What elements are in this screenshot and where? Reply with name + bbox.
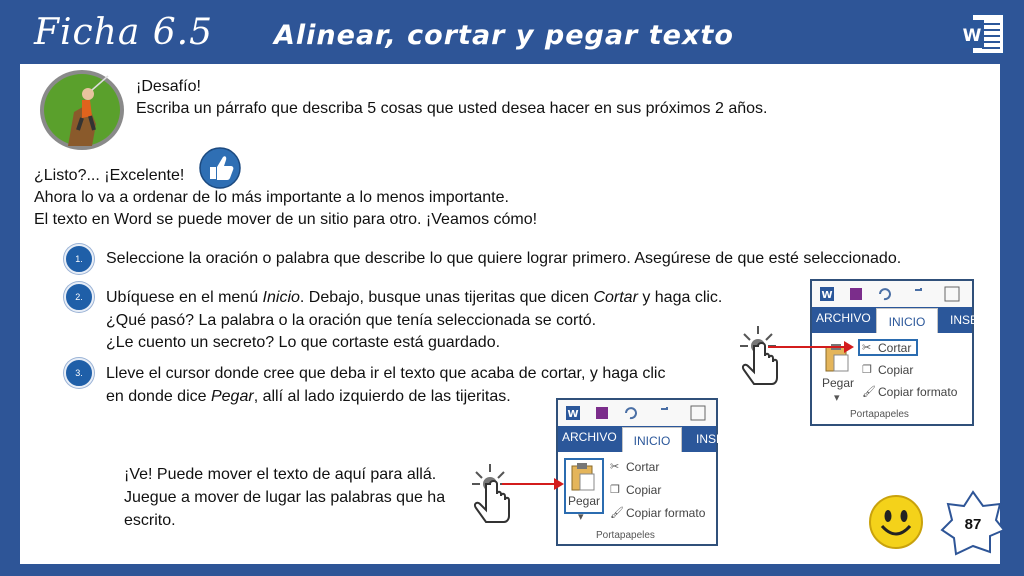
outro-line-2: Juegue a mover de lugar las palabras que ha: [124, 489, 446, 506]
outro-line-1: ¡Ve! Puede mover el texto de aquí para allá.: [124, 466, 437, 483]
tab-insertar[interactable]: INSE: [950, 313, 979, 327]
quick-access-icons: [566, 405, 714, 421]
copiar-button[interactable]: Copiar: [626, 483, 662, 497]
format-painter-icon: 🖌: [862, 386, 876, 398]
pegar-dropdown-icon[interactable]: ▾: [578, 511, 584, 523]
pegar-clipboard-icon: [570, 462, 596, 492]
intro-line-3: El texto en Word se puede mover de un sitio para otro. ¡Veamos cómo!: [34, 211, 538, 228]
copy-icon: ❐: [862, 364, 872, 376]
cortar-button[interactable]: Cortar: [878, 341, 912, 355]
pegar-button[interactable]: Pegar: [568, 494, 601, 508]
group-portapapeles: Portapapeles: [596, 530, 655, 541]
challenge-text: Escriba un párrafo que describa 5 cosas que usted desea hacer en sus próximos 2 años.: [136, 100, 768, 117]
step-1-text: Seleccione la oración o palabra que describe lo que quiere lograr primero. Asegúrese de que esté seleccionado.: [106, 250, 902, 267]
hand-pointer-icon: [738, 322, 782, 390]
step-3-line-1: Lleve el cursor donde cree que deba ir el texto que acaba de cortar, y haga clic: [106, 365, 666, 382]
tab-archivo[interactable]: ARCHIVO: [562, 430, 617, 444]
copiar-button[interactable]: Copiar: [878, 363, 914, 377]
ribbon-screenshot-pegar: [556, 398, 725, 546]
tab-archivo[interactable]: ARCHIVO: [816, 311, 871, 325]
pegar-button[interactable]: Pegar: [822, 376, 855, 390]
group-portapapeles: Portapapeles: [850, 409, 909, 420]
climber-icon: [38, 68, 126, 152]
arrow-to-pegar: [502, 483, 562, 485]
word-logo-icon: [958, 12, 1006, 56]
intro-line-1: ¿Listo?... ¡Excelente!: [34, 167, 185, 184]
outro-line-3: escrito.: [124, 512, 176, 529]
format-painter-icon: 🖌: [610, 507, 624, 519]
scissors-icon: ✂: [862, 342, 872, 354]
challenge-heading: ¡Desafío!: [136, 78, 201, 95]
ribbon-screenshot-cortar: [810, 279, 979, 426]
intro-line-2: Ahora lo va a ordenar de lo más importante a lo menos importante.: [34, 189, 509, 206]
arrow-to-cortar: [768, 346, 852, 348]
step-2-line-3: ¿Le cuento un secreto? Lo que cortaste está guardado.: [106, 334, 501, 351]
cortar-button[interactable]: Cortar: [626, 460, 660, 474]
step-2-badge: 2.: [64, 282, 94, 312]
copy-icon: ❐: [610, 484, 620, 496]
step-2-line-2: ¿Qué pasó? La palabra o la oración que tenía seleccionada se cortó.: [106, 312, 597, 329]
page-number: 87: [964, 516, 982, 533]
copiar-formato-button[interactable]: Copiar formato: [878, 385, 958, 399]
step-2-line-1: Ubíquese en el menú Inicio. Debajo, busque unas tijeritas que dicen Cortar y haga clic.: [106, 289, 723, 306]
step-3-line-2: en donde dice Pegar, allí al lado izquierdo de las tijeritas.: [106, 388, 511, 405]
smiley-icon: [868, 494, 924, 550]
hand-pointer-icon: [470, 460, 514, 528]
copiar-formato-button[interactable]: Copiar formato: [626, 506, 706, 520]
step-3-badge: 3.: [64, 358, 94, 388]
quick-access-icons: [820, 286, 970, 302]
tab-inicio[interactable]: INICIO: [622, 427, 682, 453]
tab-inicio[interactable]: INICIO: [876, 308, 938, 334]
page-title: Alinear, cortar y pegar texto: [274, 20, 734, 51]
scissors-icon: ✂: [610, 461, 620, 473]
thumbs-up-icon: [199, 147, 241, 189]
pegar-dropdown-icon[interactable]: ▾: [834, 392, 840, 404]
step-1-badge: 1.: [64, 244, 94, 274]
svg-text:W: W: [567, 409, 579, 420]
svg-text:W: W: [821, 290, 833, 301]
ficha-title: Ficha 6.5: [34, 12, 213, 53]
svg-text:W: W: [962, 26, 982, 46]
tab-insertar[interactable]: INSE: [696, 432, 725, 446]
